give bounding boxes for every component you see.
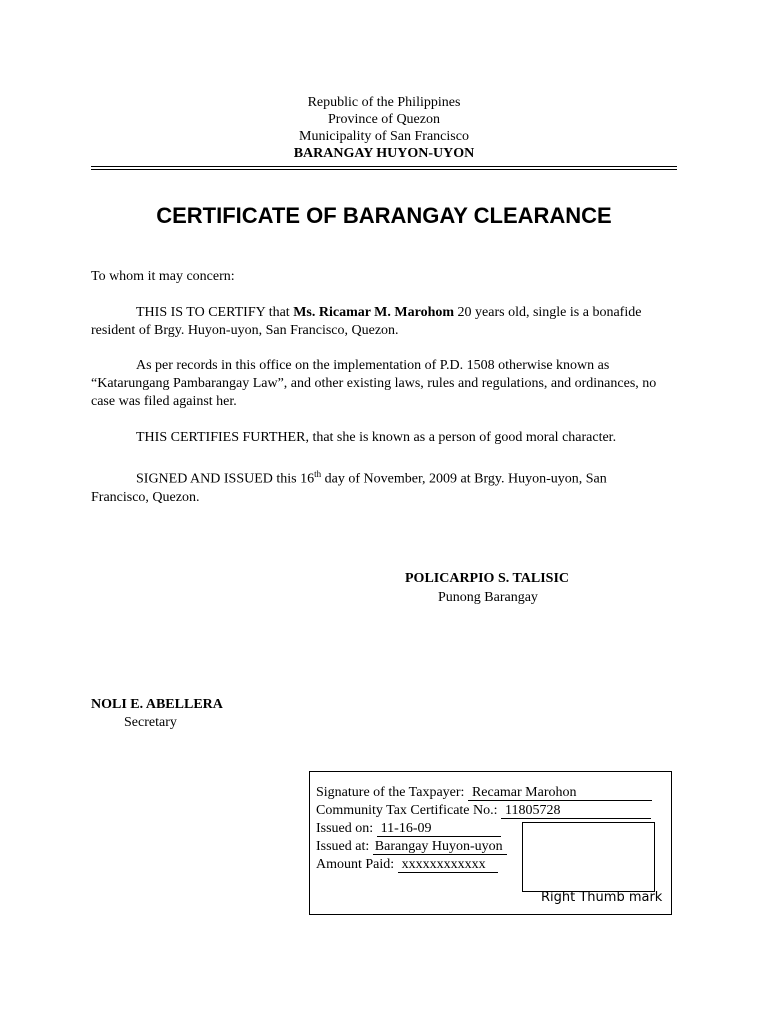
header-province: Province of Quezon bbox=[328, 112, 440, 127]
header-barangay: BARANGAY HUYON-UYON bbox=[293, 146, 475, 161]
header-rule-bottom bbox=[91, 169, 677, 170]
document-title: CERTIFICATE OF BARANGAY CLEARANCE bbox=[156, 203, 612, 228]
secretary-position: Secretary bbox=[124, 715, 177, 730]
signatory-name: POLICARPIO S. TALISIC bbox=[405, 571, 570, 586]
amount-value: xxxxxxxxxxxx bbox=[398, 857, 498, 873]
header-block bbox=[0, 94, 768, 162]
ctc-row bbox=[316, 802, 652, 820]
secretary-name: NOLI E. ABELLERA bbox=[91, 697, 223, 712]
issued-at-value: Barangay Huyon-uyon bbox=[373, 839, 507, 855]
signatory-position: Punong Barangay bbox=[438, 590, 538, 605]
header-municipality: Municipality of San Francisco bbox=[299, 129, 469, 144]
paragraph-signed-issued bbox=[91, 465, 661, 507]
amount-label: Amount Paid: bbox=[316, 857, 395, 872]
issued-on-value: 11-16-09 bbox=[377, 821, 501, 837]
signature-row bbox=[316, 784, 652, 802]
ctc-label: Community Tax Certificate No.: bbox=[316, 803, 498, 818]
salutation: To whom it may concern: bbox=[91, 269, 235, 284]
issued-on-label: Issued on: bbox=[316, 821, 374, 836]
signed-lead: SIGNED AND ISSUED this 16 bbox=[136, 471, 315, 487]
thumb-mark-box bbox=[522, 822, 655, 892]
signature-label: Signature of the Taxpayer: bbox=[316, 785, 465, 800]
paragraph-good-moral: THIS CERTIFIES FURTHER, that she is known as a person of good moral character. bbox=[136, 430, 617, 445]
ordinal-suffix: th bbox=[314, 469, 322, 479]
header-rule-top bbox=[91, 166, 677, 167]
paragraph-certify bbox=[91, 304, 661, 340]
signature-value: Recamar Marohon bbox=[468, 785, 652, 801]
certify-rest: 20 years old, single is a bonafide resident of Brgy. Huyon-uyon, San Francisco, Quezon. bbox=[91, 305, 642, 338]
resident-name: Ms. Ricamar M. Marohom bbox=[293, 305, 455, 320]
ctc-value: 11805728 bbox=[501, 803, 651, 819]
certify-lead: THIS IS TO CERTIFY that bbox=[136, 305, 294, 320]
signed-rest: day of November, 2009 at Brgy. Huyon-uyon, San Francisco, Quezon. bbox=[91, 471, 607, 505]
thumb-mark-label: Right Thumb mark bbox=[541, 890, 663, 905]
header-republic: Republic of the Philippines bbox=[307, 95, 461, 110]
paragraph-records: As per records in this office on the implementation of P.D. 1508 otherwise known as “Katarungang Pambarangay Law”, and other existing laws, rules and regulations, and ordinances, no case was filed against her. bbox=[91, 358, 657, 409]
issued-at-label: Issued at: bbox=[316, 839, 370, 854]
